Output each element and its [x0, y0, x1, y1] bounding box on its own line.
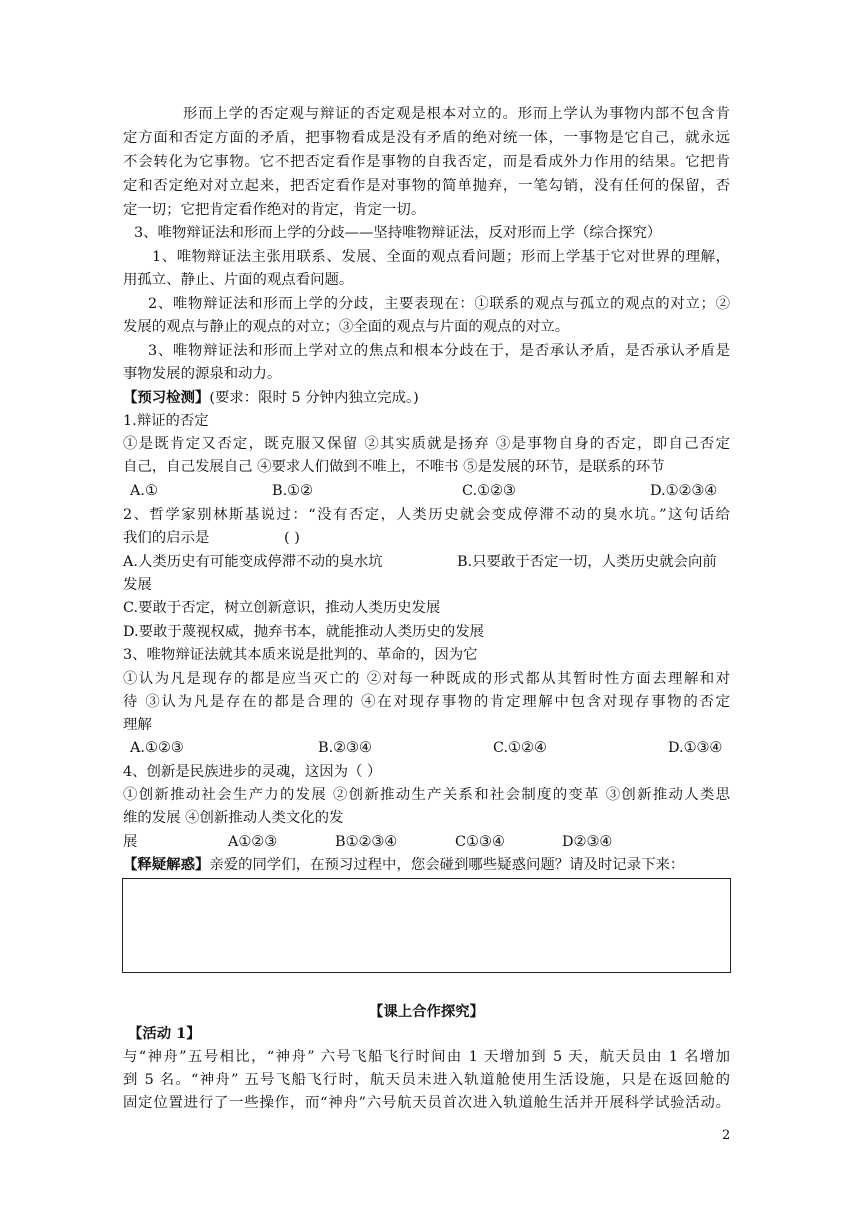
activity-heading: 【活动 1】	[128, 1025, 201, 1042]
preview-requirement: (要求：限时 5 分钟内独立完成。)	[209, 390, 419, 406]
doubt-heading	[123, 855, 684, 875]
option-b-continuation: 发展	[123, 577, 152, 593]
question-stem: 我们的启示是	[123, 530, 210, 546]
paragraph-line: 事物发展的源泉和动力。	[123, 366, 282, 382]
section-heading: 3、唯物辩证法和形而上学的分歧——坚持唯物辩证法，反对形而上学（综合探究）	[134, 225, 662, 241]
option-b: B.②③④	[318, 740, 372, 756]
question-line: ①是既肯定又否定，既克服又保留 ②其实质就是扬弃 ③是事物自身的否定，即自己否定	[123, 436, 730, 452]
paragraph-line: 2、唯物辩证法和形而上学的分歧，主要表现在：①联系的观点与孤立的观点的对立；②	[148, 296, 730, 312]
question-stem: 2、哲学家别林斯基说过：“没有否定，人类历史就会变成停滞不动的臭水坑。”这句话给	[123, 507, 730, 523]
option-c: C.①②④	[493, 740, 547, 756]
paragraph-line: 定一切；它把肯定看作绝对的肯定，肯定一切。	[123, 202, 426, 218]
paragraph-line: 发展的观点与静止的观点的对立；③全面的观点与片面的观点的对立。	[123, 319, 570, 335]
activity-line: 与“神舟”五号相比，“神舟” 六号飞船飞行时间由 1 天增加到 5 天，航天员由 1 名增加	[123, 1049, 730, 1065]
option-a: A.①	[130, 483, 158, 499]
option-d: D②③④	[562, 834, 613, 850]
paragraph-line: 1、唯物辩证法主张用联系、发展、全面的观点看问题；形而上学基于它对世界的理解，	[152, 249, 730, 265]
notes-box[interactable]	[122, 878, 731, 973]
section-title: 【课上合作探究】	[368, 1003, 485, 1020]
paragraph-line: 定方面和否定方面的矛盾，把事物看成是没有矛盾的绝对统一体，一事物是它自己，就永远	[123, 130, 730, 146]
question-stem: 4、创新是民族进步的灵魂，这因为（ ）	[123, 764, 382, 780]
option-c: C.①②③	[462, 483, 516, 499]
activity-line: 固定位置进行了一些操作，而“神舟”六号航天员首次进入轨道舱生活并开展科学试验活动。	[123, 1095, 730, 1111]
question-line: 理解	[123, 717, 152, 733]
option-c: C①③④	[455, 834, 505, 850]
question-line: ①创新推动社会生产力的发展 ②创新推动生产关系和社会制度的变革 ③创新推动人类思	[123, 787, 730, 803]
option-a: A①②③	[228, 834, 278, 850]
question-line: ①认为凡是现存的都是应当灭亡的 ②对每一种既成的形式都从其暂时性方面去理解和对	[123, 671, 730, 687]
question-line: 待 ③认为凡是存在的都是合理的 ④在对现存事物的肯定理解中包含对现存事物的否定	[123, 694, 730, 710]
paragraph-line: 定和否定绝对对立起来，把否定看作是对事物的简单抛弃，一笔勾销，没有任何的保留，否	[123, 178, 730, 194]
preview-heading-label: 【预习检测】	[123, 389, 210, 406]
paragraph-line: 不会转化为它事物。它不把否定看作是事物的自我否定，而是看成外力作用的结果。它把肯	[123, 154, 730, 170]
option-d: D.①③④	[668, 740, 723, 756]
page-number: 2	[722, 1128, 731, 1143]
option-a: A.①②③	[130, 740, 184, 756]
question-line: 展	[123, 834, 138, 850]
option-d: D.①②③④	[650, 483, 718, 499]
question-stem: 1.辩证的否定	[123, 413, 209, 429]
option-b: B①②③④	[335, 834, 398, 850]
paragraph-line: 3、唯物辩证法和形而上学对立的焦点和根本分歧在于，是否承认矛盾，是否承认矛盾是	[148, 343, 730, 359]
paragraph-line: 用孤立、静止、片面的观点看问题。	[123, 272, 354, 288]
question-stem: 3、唯物辩证法就其本质来说是批判的、革命的，因为它	[123, 647, 478, 663]
option-a: A.人类历史有可能变成停滞不动的臭水坑	[123, 554, 383, 570]
option-b: B.①②	[272, 483, 313, 499]
option-b: B.只要敢于否定一切，人类历史就会向前	[457, 554, 717, 570]
question-line: 自己，自己发展自己 ④要求人们做到不唯上，不唯书 ⑤是发展的环节，是联系的环节	[123, 459, 665, 475]
activity-line: 到 5 名。“神舟” 五号飞船飞行时，航天员未进入轨道舱使用生活设施，只是在返回舱的	[123, 1072, 730, 1088]
doubt-prompt: 亲爱的同学们，在预习过程中，您会碰到哪些疑惑问题？请及时记录下来：	[209, 857, 685, 873]
doubt-heading-label: 【释疑解惑】	[123, 856, 210, 873]
option-d: D.要敢于蔑视权威，抛弃书本，就能推动人类历史的发展	[123, 624, 484, 640]
question-line: 维的发展 ④创新推动人类文化的发	[123, 810, 344, 826]
paragraph-line: 形而上学的否定观与辩证的否定观是根本对立的。形而上学认为事物内部不包含肯	[183, 106, 730, 122]
preview-heading	[123, 388, 419, 408]
answer-parenthesis: ( )	[284, 530, 300, 546]
option-c: C.要敢于否定，树立创新意识，推动人类历史发展	[123, 600, 441, 616]
